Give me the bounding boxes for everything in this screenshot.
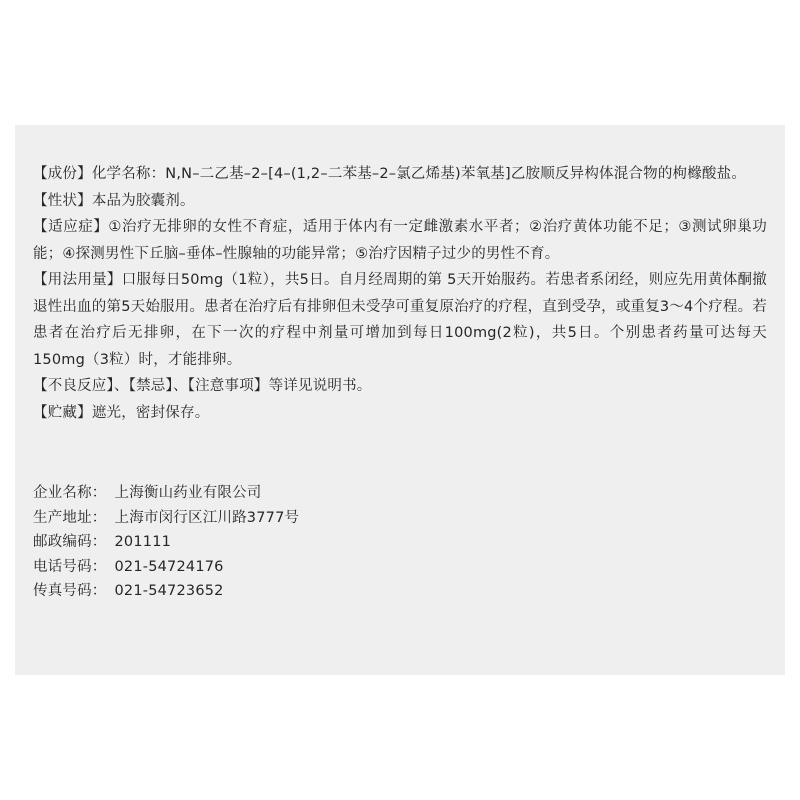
section-label-description: 【性状】 — [33, 192, 92, 209]
info-label: 企业名称： — [33, 485, 107, 501]
section-description — [33, 188, 767, 215]
info-row-company-name — [33, 481, 767, 506]
info-label: 生产地址： — [33, 509, 107, 526]
section-ingredients — [33, 161, 767, 188]
info-value: 上海衡山药业有限公司 — [114, 485, 262, 501]
section-text-indications: ①治疗无排卵的女性不育症，适用于体内有一定雌激素水平者；②治疗黄体功能不足；③测试卵巢功能；④探测男性下丘脑–垂体–性腺轴的功能异常；⑤治疗因精子过少的男性不育。 — [33, 219, 768, 262]
section-label-dosage: 【用法用量】 — [33, 272, 122, 288]
info-value: 021-54724176 — [114, 558, 224, 575]
section-text-storage: 遮光，密封保存。 — [91, 404, 210, 421]
section-label-ingredients: 【成份】 — [33, 166, 92, 182]
spacer — [33, 426, 767, 481]
info-label: 邮政编码： — [33, 534, 107, 550]
info-row-postal-code — [33, 530, 767, 555]
info-row-address — [33, 506, 767, 531]
section-refer — [33, 373, 767, 400]
section-label-storage: 【贮藏】 — [33, 404, 92, 421]
section-indications — [33, 214, 767, 267]
section-storage — [33, 400, 767, 427]
info-value: 021-54723652 — [114, 583, 224, 599]
info-value: 上海市闵行区江川路3777号 — [114, 509, 300, 526]
section-text-ingredients: 化学名称：N,N–二乙基–2–[4–(1,2–二苯基–2–氯乙烯基)苯氧基]乙胺顺反异构体混合物的枸橼酸盐。 — [91, 166, 747, 182]
section-text-description: 本品为胶囊剂。 — [91, 192, 195, 209]
info-row-phone — [33, 555, 767, 580]
section-text-refer: 等详见说明书。 — [268, 378, 372, 394]
info-value: 201111 — [114, 534, 172, 550]
section-label-indications: 【适应症】 — [33, 219, 109, 235]
section-label-refer: 【不良反应】、【禁忌】、【注意事项】 — [33, 378, 269, 394]
section-text-dosage: 口服每日50mg（1粒），共5日。自月经周期的第 5天开始服药。若患者系闭经，则应先用黄体酮撤退性出血的第5天始服用。患者在治疗后有排卵但未受孕可重复原治疗的疗程，直到受孕，或重复3～4个疗程。若患者在治疗后无排卵，在下一次的疗程中剂量可增加到每日100mg(2粒)，共5日。个别患者药量可达每天150mg（3粒）时，才能排卵。 — [33, 272, 768, 368]
package-label-panel — [15, 125, 785, 675]
section-dosage — [33, 267, 767, 373]
info-label: 传真号码： — [33, 583, 107, 599]
info-label: 电话号码： — [33, 558, 107, 575]
info-row-fax — [33, 579, 767, 604]
